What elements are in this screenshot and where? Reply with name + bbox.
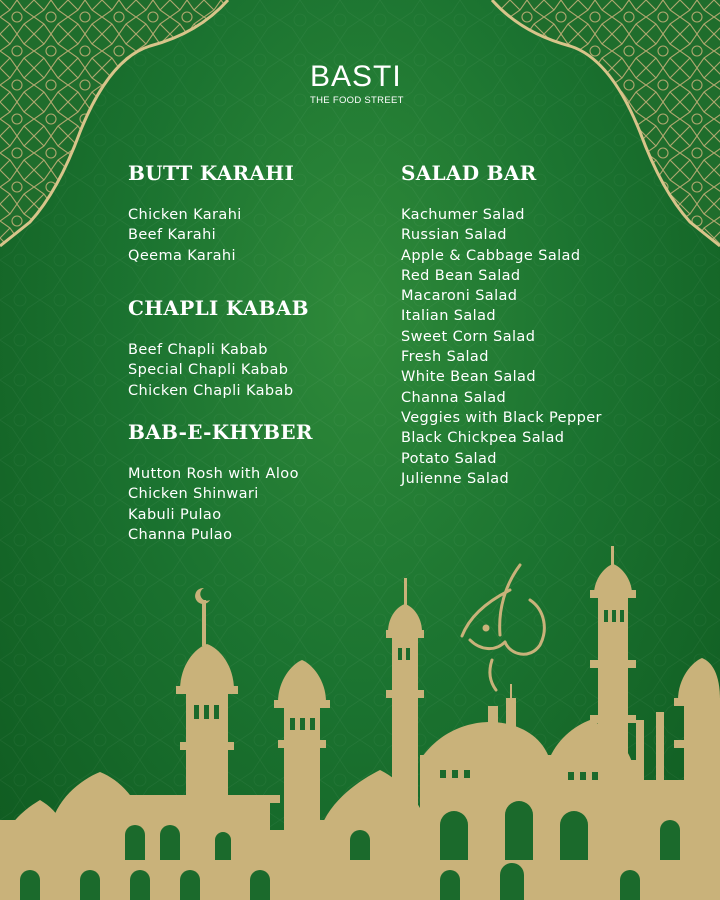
section-title: SALAD BAR — [401, 161, 537, 185]
section-items — [401, 205, 701, 489]
menu-item: Macaroni Salad — [401, 288, 518, 305]
section-items — [128, 464, 428, 545]
menu-item: Beef Chapli Kabab — [128, 342, 268, 358]
menu-item: Fresh Salad — [401, 349, 489, 366]
menu-item: Julienne Salad — [401, 470, 510, 487]
menu-item: Potato Salad — [401, 450, 497, 467]
section-title: CHAPLI KABAB — [128, 296, 309, 320]
section-title: BAB-E-KHYBER — [128, 420, 313, 444]
menu-item: Beef Karahi — [128, 227, 217, 244]
menu-section-chapli-kabab — [128, 293, 428, 401]
section-items — [128, 205, 428, 266]
menu-section-salad-bar — [401, 158, 701, 489]
menu-item: White Bean Salad — [401, 369, 536, 386]
menu-item: Chicken Chapli Kabab — [128, 382, 294, 399]
menu-section-bab-e-khyber — [128, 417, 428, 545]
menu-item: Channa Salad — [401, 389, 507, 406]
menu-item: Apple & Cabbage Salad — [401, 247, 581, 264]
section-items — [128, 340, 428, 401]
menu-item: Russian Salad — [401, 227, 507, 244]
section-title: BUTT KARAHI — [128, 161, 295, 185]
menu-item: Mutton Rosh with Aloo — [128, 466, 299, 482]
menu-item: Chicken Karahi — [128, 207, 242, 223]
menu-item: Special Chapli Kabab — [128, 362, 289, 379]
menu-item: Kabuli Pulao — [128, 506, 222, 523]
menu-item: Channa Pulao — [128, 526, 233, 543]
menu-section-butt-karahi — [128, 158, 428, 266]
menu-item: Red Bean Salad — [401, 267, 521, 284]
menu-item: Chicken Shinwari — [128, 486, 259, 503]
logo-tagline: THE FOOD STREET — [310, 95, 404, 106]
menu-item: Qeema Karahi — [128, 247, 236, 264]
logo-wordmark: BASTI — [310, 60, 402, 93]
menu-item: Black Chickpea Salad — [401, 430, 565, 447]
brand-logo — [310, 62, 420, 106]
menu-item: Sweet Corn Salad — [401, 328, 536, 345]
menu-item: Veggies with Black Pepper — [401, 409, 602, 426]
menu-item: Kachumer Salad — [401, 207, 525, 223]
menu-item: Italian Salad — [401, 308, 496, 325]
